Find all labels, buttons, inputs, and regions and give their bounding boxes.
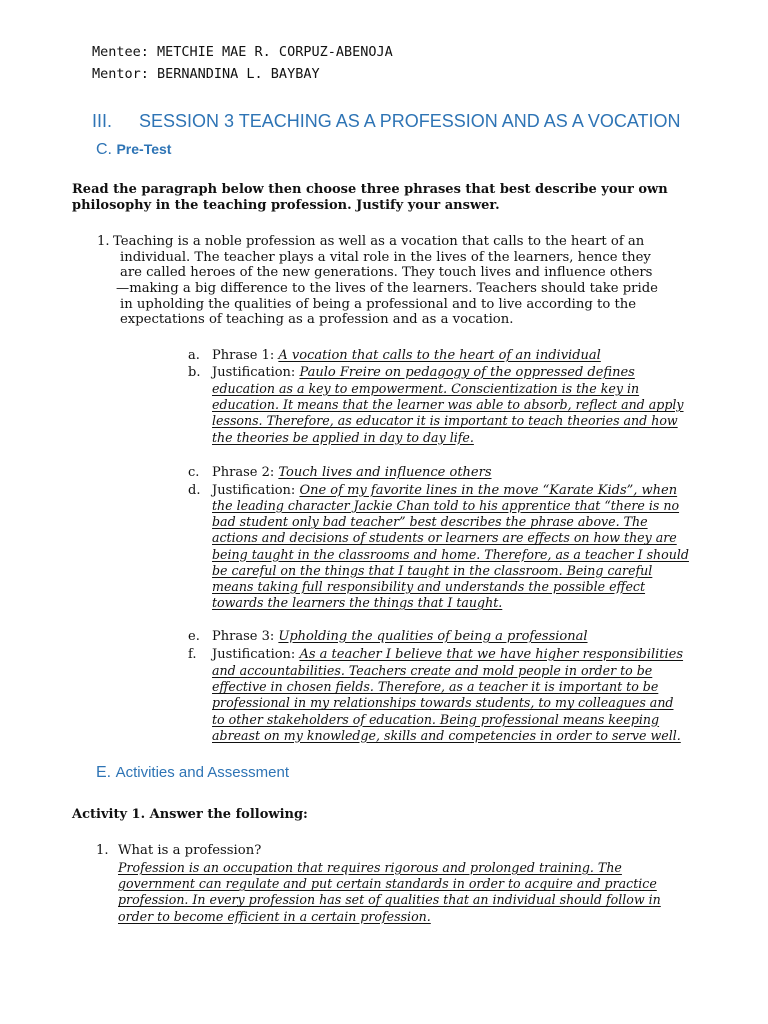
phrase-answer: Touch lives and influence others bbox=[278, 465, 492, 480]
phrase-answer: Upholding the qualities of being a professional bbox=[278, 629, 588, 644]
justification-line: being taught in the classrooms and home. Therefore, as a teacher I should bbox=[212, 546, 689, 562]
instruction-line-1: Read the paragraph below then choose three phrases that best describe your own bbox=[72, 182, 668, 197]
pretest-heading bbox=[96, 141, 171, 159]
phrase-label: Phrase 2: bbox=[212, 465, 275, 480]
answer-line: Profession is an occupation that requires rigorous and prolonged training. The bbox=[118, 860, 622, 875]
paragraph-line: Teaching is a noble profession as well as a vocation that calls to the heart of an bbox=[113, 234, 645, 249]
justification-line: As a teacher I believe that we have higher responsibilities bbox=[299, 647, 684, 662]
justification-line: means taking full responsibility and understands the possible effect bbox=[212, 579, 646, 595]
justification-line: One of my favorite lines in the move “Karate Kids”, when bbox=[299, 483, 678, 498]
pretest-label: Pre-Test bbox=[116, 141, 172, 157]
list-marker: b. bbox=[188, 365, 201, 380]
justification-line: education as a key to empowerment. Conscientization is the key in bbox=[212, 381, 640, 396]
phrase-label: Phrase 1: bbox=[212, 348, 275, 363]
list-marker: a. bbox=[188, 348, 200, 363]
justification-line: Paulo Freire on pedagogy of the oppressed defines bbox=[299, 365, 635, 380]
justification-line: the leading character Jackie Chan told to his apprentice that “there is no bbox=[212, 498, 680, 513]
phrase-label: Phrase 3: bbox=[212, 629, 275, 644]
answer-line: government can regulate and put certain standards in order to acquire and practice bbox=[118, 876, 657, 892]
justification-line: and accountabilities. Teachers create and mold people in order to be bbox=[212, 663, 653, 678]
list-marker: d. bbox=[188, 483, 201, 498]
activities-heading bbox=[96, 764, 289, 782]
paragraph-line: in upholding the qualities of being a professional and to live according to the bbox=[120, 297, 637, 312]
justification-line: lessons. Therefore, as educator it is important to teach theories and how bbox=[212, 413, 678, 429]
mentor-line: Mentor: BERNANDINA L. BAYBAY bbox=[92, 66, 320, 82]
activity-title: Activity 1. Answer the following: bbox=[72, 807, 308, 822]
question-text: What is a profession? bbox=[118, 843, 262, 858]
paragraph-number: 1. bbox=[97, 234, 110, 249]
justification-label: Justification: bbox=[212, 365, 296, 380]
answer-c bbox=[188, 465, 492, 480]
phrase-answer: A vocation that calls to the heart of an individual bbox=[278, 348, 601, 363]
answer-f-block bbox=[212, 663, 752, 744]
justification-label: Justification: bbox=[212, 483, 296, 498]
question-answer-block bbox=[118, 860, 748, 925]
list-marker: f. bbox=[188, 647, 197, 662]
justification-line: actions and decisions of students or learners are effects on how they are bbox=[212, 530, 677, 546]
paragraph-line: —making a big difference to the lives of the learners. Teachers should take pride bbox=[116, 281, 658, 296]
activities-letter: E. bbox=[96, 764, 112, 781]
justification-line: the theories be applied in day to day life. bbox=[212, 429, 474, 445]
justification-line: education. It means that the learner was able to absorb, reflect and apply bbox=[212, 397, 684, 413]
answer-b-marker-row bbox=[188, 365, 635, 380]
paragraph-line: individual. The teacher plays a vital role in the lives of the learners, hence they bbox=[120, 250, 651, 265]
justification-line: to other stakeholders of education. Being professional means keeping bbox=[212, 711, 660, 727]
justification-line: bad student only bad teacher” best describes the phrase above. The bbox=[212, 514, 648, 530]
paragraph-line: expectations of teaching as a profession and as a vocation. bbox=[120, 312, 514, 327]
pretest-letter: C. bbox=[96, 141, 112, 158]
answer-d-block bbox=[212, 498, 752, 611]
justification-line: effective in chosen fields. Therefore, as a teacher it is important to be bbox=[212, 679, 659, 695]
answer-line: profession. In every profession has set of qualities that an individual should follow in bbox=[118, 892, 661, 908]
session-title: SESSION 3 TEACHING AS A PROFESSION AND AS A VOCATION bbox=[139, 111, 681, 131]
justification-line: abreast on my knowledge, skills and competencies in order to serve well. bbox=[212, 727, 681, 743]
justification-line: professional in my relationships towards students, to my colleagues and bbox=[212, 695, 674, 711]
justification-line: be careful on the things that I taught in the classroom. Being careful bbox=[212, 562, 653, 578]
justification-line: towards the learners the things that I taught. bbox=[212, 595, 503, 611]
answer-line: order to become efficient in a certain profession. bbox=[118, 908, 431, 924]
activities-label: Activities and Assessment bbox=[115, 764, 289, 781]
instruction-line-2: philosophy in the teaching profession. Justify your answer. bbox=[72, 198, 500, 213]
answer-e bbox=[188, 629, 588, 644]
answer-f-marker-row bbox=[188, 647, 683, 662]
session-number: III. bbox=[92, 111, 113, 131]
answer-d-marker-row bbox=[188, 483, 677, 498]
question-number: 1. bbox=[96, 843, 109, 858]
mentee-line: Mentee: METCHIE MAE R. CORPUZ-ABENOJA bbox=[92, 44, 393, 60]
paragraph-line: are called heroes of the new generations. They touch lives and influence others bbox=[120, 265, 653, 280]
session-heading bbox=[92, 111, 681, 132]
justification-label: Justification: bbox=[212, 647, 296, 662]
list-marker: e. bbox=[188, 629, 200, 644]
list-marker: c. bbox=[188, 465, 200, 480]
answer-a bbox=[188, 348, 601, 363]
answer-b-block bbox=[212, 381, 752, 446]
